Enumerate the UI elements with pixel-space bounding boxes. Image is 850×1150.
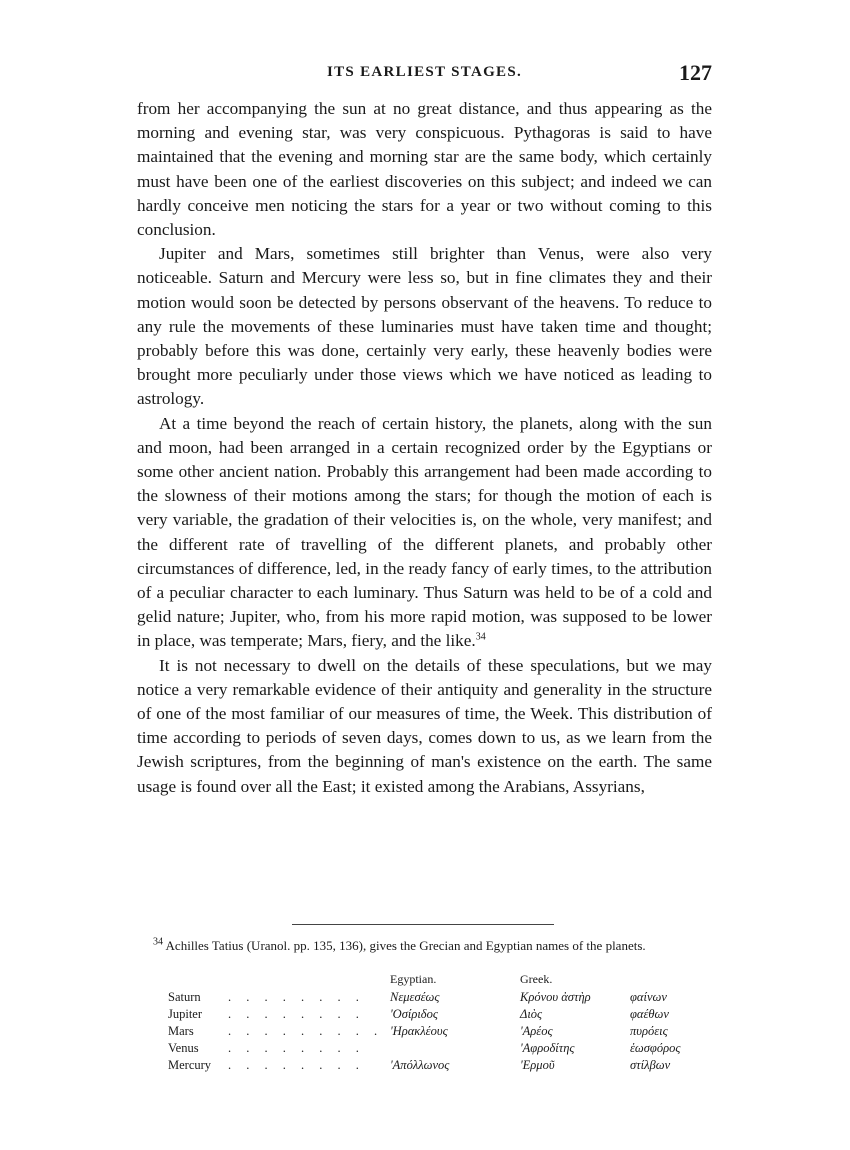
body-text xyxy=(137,97,712,799)
epithet-name: φαίνων xyxy=(630,990,667,1004)
dot-leader: . . . . . . . . xyxy=(228,1007,365,1021)
footnote xyxy=(137,937,712,954)
planet-name: Mercury xyxy=(168,1058,212,1072)
running-title: ITS EARLIEST STAGES. xyxy=(326,64,523,80)
paragraph-3-text: At a time beyond the reach of certain history, the planets, along with the sun and moon, had been arranged in a certain recognized order by the Egyptians or some other ancient nation. Probably this arrangement had been made according to the slowness of their motions among the stars; for though the motion of each is very variable, the gradation of their velocities is, on the whole, very manifest; and the different rate of travelling of the different planets, and probably other circumstances of difference, led, in the ready fancy of early times, to the attribution of a peculiar character to each luminary. Thus Saturn was held to be of a cold and gelid nature; Jupiter, who, from his more rapid motion, was supposed to be lower in place, was temperate; Mars, fiery, and the like. xyxy=(137,413,712,651)
paragraph-1: from her accompanying the sun at no great distance, and thus appearing as the morning and evening star, was very conspicuous. Pythagoras is said to have maintained that the evening and morning star are the same body, which certainly must have been one of the earliest discoveries on this subject; and indeed we can hardly conceive men noticing the stars for a year or two without coming to this conclusion. xyxy=(137,99,712,240)
dot-leader: . . . . . . . . xyxy=(228,990,365,1004)
column-header-egyptian: Egyptian. xyxy=(390,972,437,986)
table-header-row xyxy=(168,972,718,989)
paragraph-2: Jupiter and Mars, sometimes still brighter than Venus, were also very noticeable. Saturn and Mercury were less so, but in fine climates they and their motion would soon be detected by persons observant of the heavens. To reduce to any rule the movements of these luminaries must have taken time and thought; probably before this was done, certainly very early, these heavenly bodies were brought more peculiarly under those views which we have noticed as leading to astrology. xyxy=(137,244,712,409)
planet-name: Jupiter xyxy=(168,1007,203,1021)
epithet-name: ἑωσφόρος xyxy=(630,1041,681,1055)
column-header-greek: Greek. xyxy=(520,972,553,986)
dot-leader: . . . . . . . . . xyxy=(228,1024,384,1038)
dot-leader: . . . . . . . . xyxy=(228,1058,365,1072)
footnote-divider xyxy=(292,924,554,925)
egyptian-name: 'Ηρακλέους xyxy=(390,1024,448,1038)
footnote-marker: 34 xyxy=(153,936,163,948)
footnote-text: Achilles Tatius (Uranol. pp. 135, 136), gives the Grecian and Egyptian names of the planets. xyxy=(165,938,646,953)
planet-name: Mars xyxy=(168,1024,194,1038)
planet-name: Venus xyxy=(168,1041,199,1055)
table-row xyxy=(168,1040,718,1057)
page-header xyxy=(137,60,712,90)
table-row xyxy=(168,1057,718,1074)
paragraph-3 xyxy=(137,412,712,654)
table-body xyxy=(168,989,718,1074)
greek-name: 'Ερμοῦ xyxy=(520,1058,555,1072)
greek-name: Διὸς xyxy=(520,1007,543,1021)
egyptian-name: Νεμεσέως xyxy=(390,990,440,1004)
planet-name: Saturn xyxy=(168,990,201,1004)
table-row xyxy=(168,989,718,1006)
planet-names-table xyxy=(168,972,718,1074)
epithet-name: πυρόεις xyxy=(630,1024,668,1038)
greek-name: 'Αφροδίτης xyxy=(520,1041,575,1055)
greek-name: 'Αρέος xyxy=(520,1024,553,1038)
egyptian-name: 'Απόλλωνος xyxy=(390,1058,450,1072)
egyptian-name xyxy=(390,1040,520,1057)
footnote-reference[interactable]: 34 xyxy=(475,631,486,643)
greek-name: Κρόνου ἀστὴρ xyxy=(520,990,591,1004)
epithet-name: φαέθων xyxy=(630,1007,669,1021)
table-row xyxy=(168,1006,718,1023)
dot-leader: . . . . . . . . xyxy=(228,1041,365,1055)
paragraph-4: It is not necessary to dwell on the details of these speculations, but we may notice a very remarkable evidence of their antiquity and generality in the structure of one of the most familiar of our measures of time, the Week. This distribution of time according to periods of seven days, comes down to us, as we learn from the Jewish scriptures, from the beginning of man's existence on the earth. The same usage is found over all the East; it existed among the Arabians, Assyrians, xyxy=(137,655,712,796)
epithet-name: στίλβων xyxy=(630,1058,671,1072)
page-number: 127 xyxy=(679,60,712,85)
egyptian-name: 'Οσίριδος xyxy=(390,1007,438,1021)
table-row xyxy=(168,1023,718,1040)
